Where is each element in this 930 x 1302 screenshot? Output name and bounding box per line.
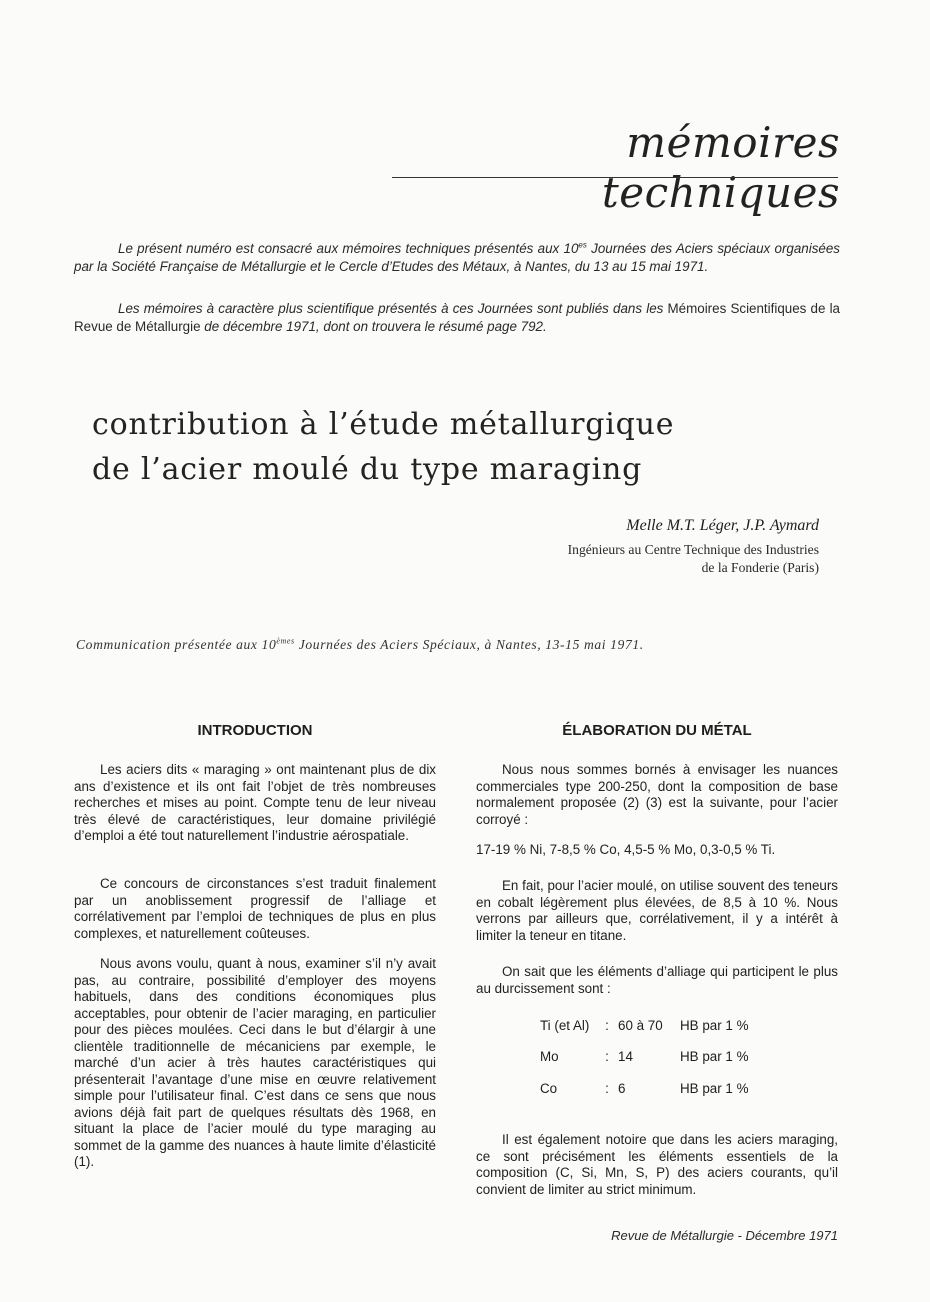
right-paragraph-2 — [476, 878, 838, 944]
element-cell: Mo — [540, 1049, 559, 1064]
unit-cell: HB par 1 % — [680, 1049, 749, 1064]
journal-name: Mémoires Scientifiques de la Revue de Métallurgie — [74, 301, 840, 334]
colon-cell: : — [605, 1018, 609, 1033]
authors: Melle M.T. Léger, J.P. Aymard — [626, 517, 819, 534]
unit-cell: HB par 1 % — [680, 1018, 749, 1033]
formula-text: 17-19 % Ni, 7-8,5 % Co, 4,5-5 % Mo, 0,3-0,5 % Ti. — [476, 842, 776, 857]
element-cell: Ti (et Al) — [540, 1018, 590, 1033]
hardening-table-row — [540, 1081, 780, 1097]
paragraph-text: Il est également notoire que dans les aciers maraging, ce sont précisément les éléments essentiels de la composition (C, Si, Mn, S, P) des aciers courants, qu’il convient de limiter au strict minimum. — [476, 1132, 838, 1197]
hardening-table-row — [540, 1049, 780, 1065]
communication-note — [76, 636, 836, 654]
value-cell: 14 — [618, 1049, 633, 1064]
intro-paragraph-2 — [74, 300, 840, 336]
paragraph-text: On sait que les éléments d’alliage qui participent le plus au durcissement sont : — [476, 964, 838, 996]
intro-superscript: es — [578, 240, 587, 250]
right-paragraph-3 — [476, 964, 838, 997]
intro-text: de décembre 1971, dont on trouvera le résumé page 792. — [200, 319, 547, 334]
communication-text: Communication présentée aux 10 — [76, 637, 277, 652]
affiliation-line: de la Fonderie (Paris) — [701, 560, 819, 575]
right-paragraph-4 — [476, 1132, 838, 1198]
paragraph-text: Nous nous sommes bornés à envisager les nuances commerciales type 200-250, dont la composition de base normalement proposée (2) (3) est la suivante, pour l’acier corroyé : — [476, 762, 838, 827]
heading-introduction: INTRODUCTION — [197, 722, 313, 739]
colon-cell: : — [605, 1049, 609, 1064]
paper-title-line: de l’acier moulé du type maraging — [92, 452, 643, 487]
affiliation — [440, 541, 819, 577]
paper-title — [92, 402, 712, 492]
unit-cell: HB par 1 % — [680, 1081, 749, 1096]
intro-paragraph-1 — [74, 240, 840, 276]
paragraph-text: Ce concours de circonstances s’est traduit finalement par un anoblissement progressif de l’alliage et corrélativement par l’emploi de techniques de plus en plus complexes, et naturellement coûteuses. — [74, 876, 436, 941]
title-rule — [392, 177, 838, 178]
paragraph-text: Nous avons voulu, quant à nous, examiner s’il n’y avait pas, au contraire, possibilité d’employer des moyens habituels, dans des conditions économiques plus acceptables, pour obtenir de l’acier maraging, en particulier pour des pièces moulées. Ceci dans le but d’élargir à une clientèle traditionnelle de mécaniciens par exemple, le marché d’un acier à très hautes caractéristiques qui présenterait l’avantage d’une mise en œuvre relativement simple pour l’utilisateur final. C’est dans ce sens que nous avions déjà fait part de quelques résultats dès 1968, en situant la place de l’acier moulé du type maraging au sommet de la gamme des nuances à haute limite d’élasticité (1). — [74, 956, 436, 1169]
value-cell: 60 à 70 — [618, 1018, 663, 1033]
hardening-table-row — [540, 1018, 780, 1034]
paragraph-text: Les aciers dits « maraging » ont maintenant plus de dix ans d’existence et ils ont fait l’objet de très nombreuses recherches et mises au point. Compte tenu de leur niveau très élevé de caractéristiques, leur domaine privilégié d’emploi a été tout naturellement l’industrie aérospatiale. — [74, 762, 436, 843]
composition-formula — [476, 842, 838, 859]
element-cell: Co — [540, 1081, 558, 1096]
heading-elaboration: ÉLABORATION DU MÉTAL — [562, 722, 752, 739]
intro-text: Les mémoires à caractère plus scientifique présentés à ces Journées sont publiés dans les — [118, 301, 668, 316]
value-cell: 6 — [618, 1081, 626, 1096]
paragraph-text: En fait, pour l’acier moulé, on utilise souvent des teneurs en cobalt légèrement plus élevées, de 8,5 à 10 %. Nous verrons par ailleurs que, corrélativement, il y a intérêt à limiter la teneur en titane. — [476, 878, 838, 943]
left-paragraph-2 — [74, 876, 436, 942]
section-title: mémoires techniques — [601, 118, 840, 217]
left-paragraph-3 — [74, 956, 436, 1171]
colon-cell: : — [605, 1081, 609, 1096]
left-paragraph-1 — [74, 762, 436, 845]
communication-text: Journées des Aciers Spéciaux, à Nantes, 13-15 mai 1971. — [294, 637, 644, 652]
page-footer: Revue de Métallurgie - Décembre 1971 — [611, 1228, 838, 1243]
right-paragraph-1 — [476, 762, 838, 828]
affiliation-line: Ingénieurs au Centre Technique des Industries — [567, 542, 819, 557]
paper-title-line: contribution à l’étude métallurgique — [92, 407, 675, 442]
intro-text: Journées des Aciers spéciaux organisées par la Société Française de Métallurgie et le Cercle d’Etudes des Métaux, à Nantes, du 13 au 15 mai 1971. — [74, 241, 841, 274]
communication-superscript: èmes — [276, 636, 295, 646]
intro-text: Le présent numéro est consacré aux mémoires techniques présentés aux 10 — [118, 241, 579, 256]
